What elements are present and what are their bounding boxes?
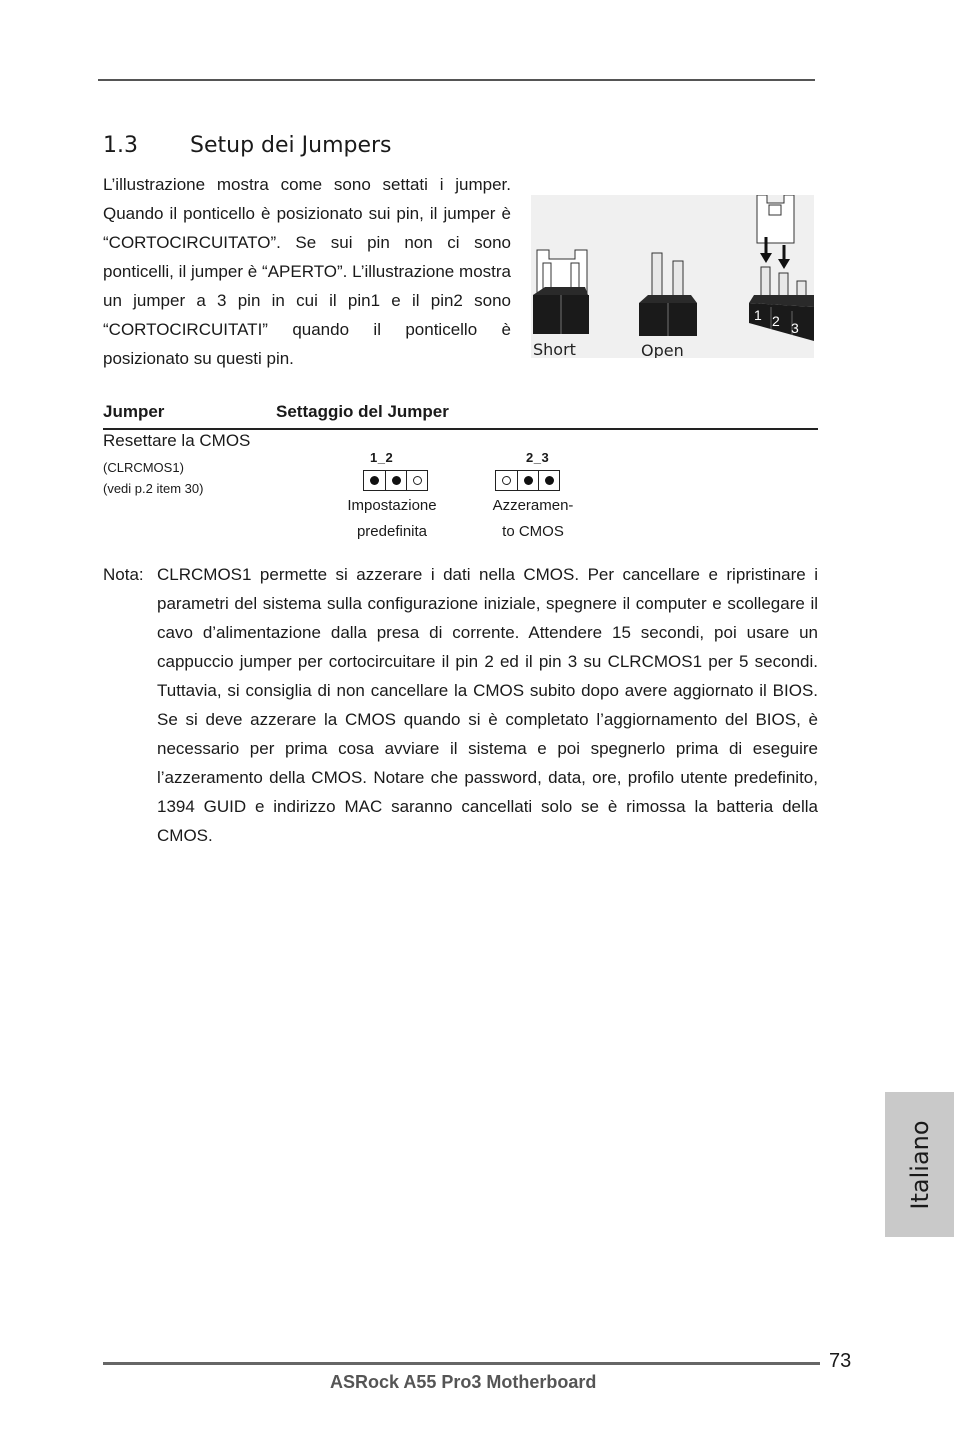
- page-number: 73: [829, 1350, 852, 1372]
- pin-label-2-3: 2_3: [526, 450, 550, 465]
- caption-clear-line1: Azzeramen-: [492, 497, 574, 514]
- note-text: CLRCMOS1 permette si azzerare i dati nella CMOS. Per cancellare e ripristinare i parametri del sistema sulla configurazione iniziale, spegnere il computer e scollegare il cavo d’alimentazione dalla presa di corrente. Attendere 15 secondi, poi usare un cappuccio jumper per cortocircuitare il pin 2 ed il pin 3 su CLRCMOS1 per 5 secondi. Tuttavia, si consiglia di non cancellare la CMOS subito dopo avere aggiornato il BIOS. Se si deve azzerare la CMOS quando si è completato l’aggiornamento del BIOS, è necessario per prima cosa avviare il sistema e poi spegnerlo prima di eseguire l’azzeramento della CMOS. Notare che password, data, ore, profilo utente predefinito, 1394 GUID e indirizzo MAC saranno cancellati solo se è rimossa la batteria della CMOS.: [157, 565, 818, 845]
- top-rule: [98, 79, 815, 81]
- open-label: Open: [641, 341, 684, 358]
- intro-paragraph: L’illustrazione mostra come sono settati i jumper. Quando il ponticello è posizionato sui pin, il jumper è “CORTOCIRCUITATO”. Se sui pin non ci sono ponticelli, il jumper è “APERTO”. L’illustrazione mostra un jumper a 3 pin in cui il pin1 e il pin2 sono “CORTOCIRCUITATI” quando il ponticello è posizionato su questi pin.: [103, 175, 511, 368]
- pin-1-on: [364, 471, 385, 490]
- jumper-reference: (vedi p.2 item 30): [103, 481, 204, 496]
- pin-number-3: 3: [791, 320, 799, 336]
- section-title: Setup dei Jumpers: [190, 133, 392, 158]
- jumper-id: (CLRCMOS1): [103, 460, 184, 475]
- table-header-setting: Settaggio del Jumper: [276, 402, 449, 421]
- pin-label-1-2: 1_2: [370, 450, 394, 465]
- jumper-illustration: [531, 195, 814, 358]
- three-pin-jumper-graphic: [749, 195, 814, 341]
- caption-default-line1: Impostazione: [347, 497, 437, 514]
- note-label: Nota:: [103, 565, 144, 584]
- jumper-name: Resettare la CMOS: [103, 431, 251, 450]
- language-tab-label: Italiano: [905, 1119, 934, 1210]
- section-number: 1.3: [103, 133, 138, 158]
- caption-clear-line2: to CMOS: [502, 523, 564, 540]
- jumper-diagram-default: [363, 470, 428, 491]
- caption-clear: [463, 493, 603, 545]
- footer-product-name: ASRock A55 Pro3 Motherboard: [330, 1372, 597, 1392]
- language-tab: [885, 1092, 954, 1237]
- pin-number-1: 1: [754, 307, 762, 323]
- pin-3-on: [538, 471, 559, 490]
- short-label: Short: [533, 340, 576, 358]
- bottom-rule: [103, 1362, 820, 1365]
- pin-3-off: [406, 471, 427, 490]
- pin-2-on: [517, 471, 538, 490]
- table-header-rule: [103, 428, 818, 430]
- short-jumper-graphic: [533, 250, 589, 334]
- caption-default-line2: predefinita: [356, 523, 428, 540]
- open-jumper-graphic: [639, 253, 697, 336]
- pin-number-2: 2: [772, 313, 780, 329]
- pin-1-off: [496, 471, 517, 490]
- jumper-diagram-clear: [495, 470, 560, 491]
- table-header-jumper: Jumper: [103, 402, 165, 421]
- caption-default: [322, 493, 462, 545]
- pin-2-on: [385, 471, 406, 490]
